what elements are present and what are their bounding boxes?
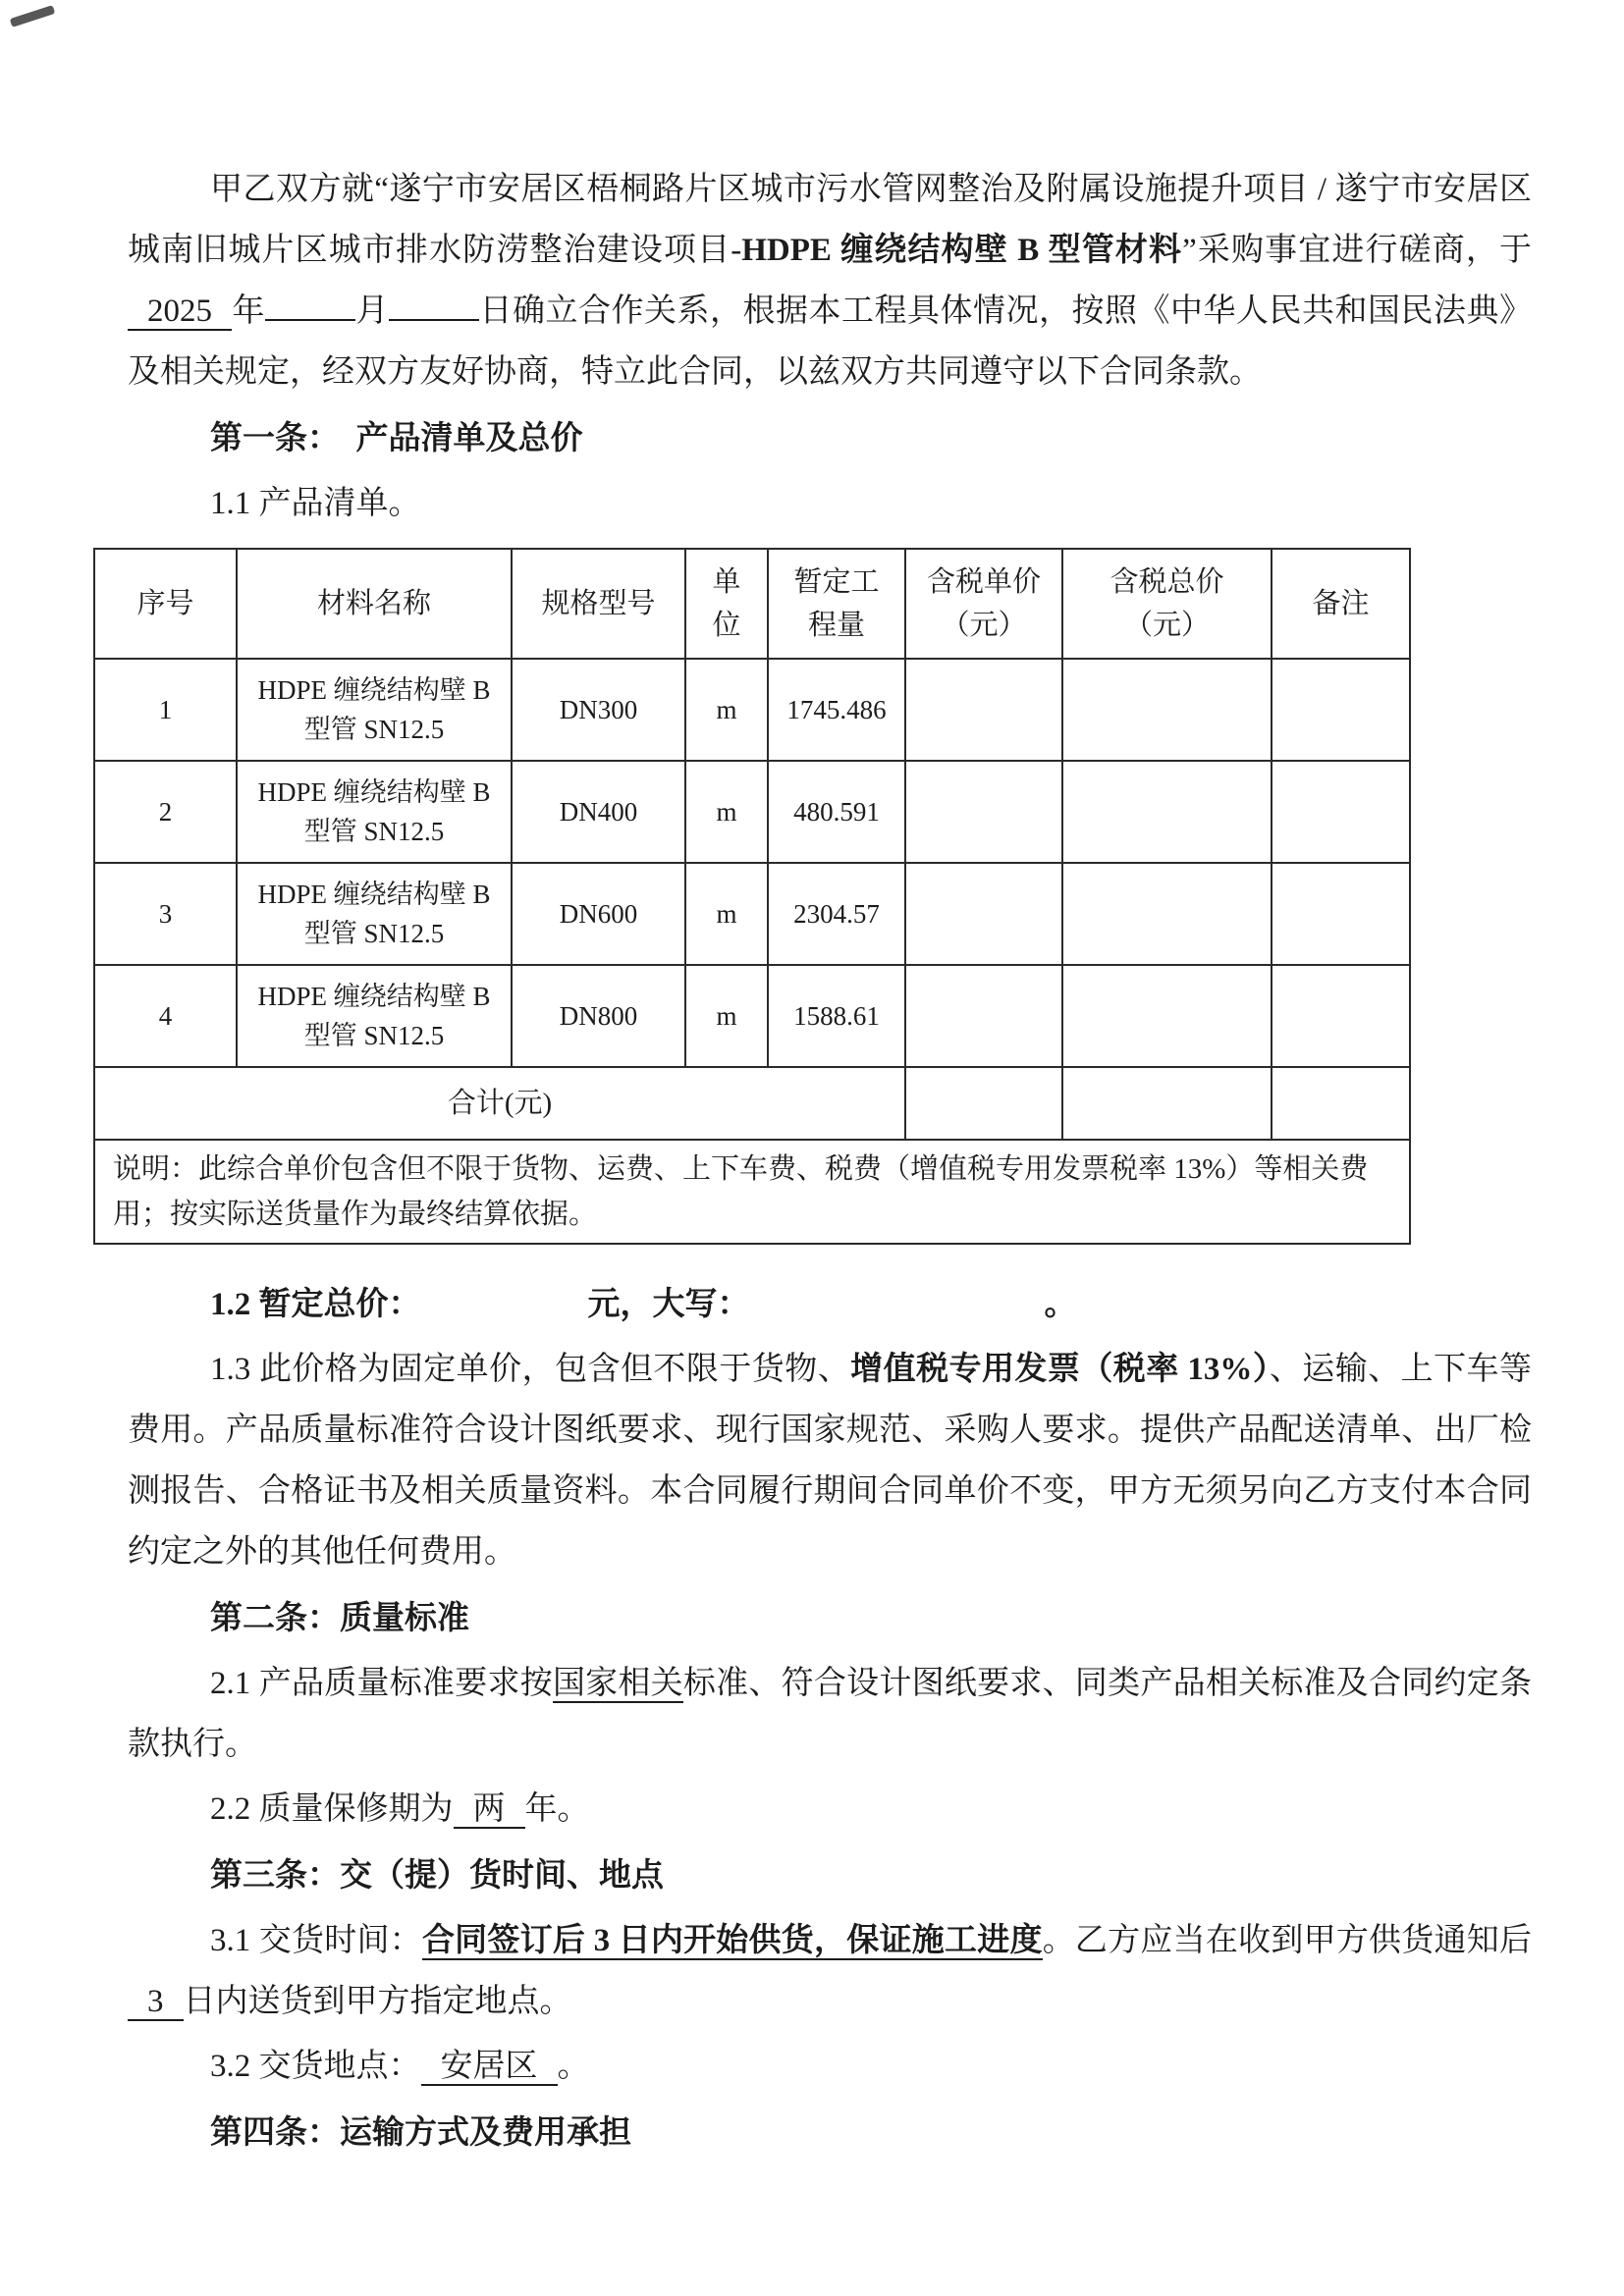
delivery-days-underline: 3 xyxy=(128,1984,184,2021)
header-cell-spec: 规格型号 xyxy=(512,549,685,659)
item-1-2-label: 1.2 暂定总价： xyxy=(210,1287,421,1322)
cell-material-name: HDPE 缠绕结构壁 B 型管 SN12.5 xyxy=(237,863,512,965)
item-3-1 xyxy=(128,1910,1532,2032)
table-row xyxy=(94,761,1410,863)
header-cell-no: 序号 xyxy=(94,549,237,659)
cell-spec: DN600 xyxy=(512,863,685,965)
item-1-3 xyxy=(128,1339,1532,1582)
header-cell-total: 含税总价（元） xyxy=(1062,549,1272,659)
item-3-2-text-2: 。 xyxy=(557,2049,590,2084)
total-total-price-cell xyxy=(1062,1067,1272,1140)
cell-unit-price xyxy=(905,965,1062,1067)
header-cell-name: 材料名称 xyxy=(237,549,512,659)
item-2-2-text-2: 年。 xyxy=(524,1791,590,1827)
cell-unit: m xyxy=(685,659,768,761)
total-price-blank xyxy=(421,1305,588,1314)
cell-no: 2 xyxy=(94,761,237,863)
item-1-3-text-2: 、运输、上下车等费用。产品质量标准符合设计图纸要求、现行国家规范、采购人要求。提供产品配送清单、出厂检测报告、合格证书及相关质量资料。本合同履行期间合同单价不变，甲方无须另向乙方支付本合同约定之外的其他任何费用。 xyxy=(128,1352,1533,1570)
cell-material-name: HDPE 缠绕结构壁 B 型管 SN12.5 xyxy=(237,659,512,761)
cell-unit-price xyxy=(905,761,1062,863)
header-cell-remark: 备注 xyxy=(1272,549,1410,659)
item-2-1 xyxy=(128,1653,1532,1775)
intro-text-1: 甲乙双方就“遂宁市安居区梧桐路片区城市污水管网整治及附属设施提升项目 / 遂宁市安居区城南旧城片区城市排水防涝整治建设项目- xyxy=(128,172,1532,268)
item-1-2-yuan: 元，大写： xyxy=(587,1287,750,1322)
total-remark-cell xyxy=(1272,1067,1410,1140)
note-cell: 说明：此综合单价包含但不限于货物、运费、上下车费、税费（增值税专用发票税率 13%）等相关费用；按实际送货量作为最终结算依据。 xyxy=(94,1140,1410,1244)
section3-heading: 第三条：交（提）货时间、地点 xyxy=(210,1858,664,1894)
cell-qty: 1588.61 xyxy=(768,965,905,1067)
cell-unit: m xyxy=(685,863,768,965)
warranty-years-underline: 两 xyxy=(454,1791,525,1829)
item-1-2 xyxy=(128,1274,1532,1335)
item-3-2-text-1: 3.2 交货地点： xyxy=(210,2049,421,2084)
cell-material-name: HDPE 缠绕结构壁 B 型管 SN12.5 xyxy=(237,965,512,1067)
intro-text-3: 年 xyxy=(232,294,265,329)
product-list-table xyxy=(93,548,1411,1245)
contract-day-blank xyxy=(389,286,479,321)
section1-heading: 第一条： 产品清单及总价 xyxy=(210,421,583,456)
cell-unit-price xyxy=(905,659,1062,761)
table-row xyxy=(94,863,1410,965)
total-unit-price-cell xyxy=(905,1067,1062,1140)
item-2-2 xyxy=(128,1779,1532,1840)
cell-remark xyxy=(1272,761,1410,863)
cell-total-price xyxy=(1062,659,1272,761)
item-1-3-text-1: 1.3 此价格为固定单价，包含但不限于货物、 xyxy=(210,1352,851,1387)
cell-qty: 480.591 xyxy=(768,761,905,863)
header-cell-qty: 暂定工程量 xyxy=(768,549,905,659)
item-1-2-period: 。 xyxy=(1044,1287,1077,1322)
intro-paragraph xyxy=(128,159,1532,402)
cell-total-price xyxy=(1062,965,1272,1067)
item-3-1-text-2: 。乙方应当在收到甲方供货通知后 xyxy=(1042,1923,1533,1958)
cell-total-price xyxy=(1062,761,1272,863)
total-price-words-blank xyxy=(750,1305,1045,1314)
header-cell-price: 含税单价（元） xyxy=(905,549,1062,659)
contract-year-value: 2025 xyxy=(128,294,232,331)
national-standard-underline: 国家相关 xyxy=(552,1666,683,1701)
table-row xyxy=(94,965,1410,1067)
contract-month-blank xyxy=(265,286,355,321)
cell-unit: m xyxy=(685,965,768,1067)
delivery-time-underline: 合同签订后 3 日内开始供货，保证施工进度 xyxy=(421,1923,1043,1958)
item-2-1-text-1: 2.1 产品质量标准要求按 xyxy=(210,1666,553,1701)
scan-artifact xyxy=(10,5,56,27)
delivery-place-underline: 安居区 xyxy=(421,2049,558,2086)
cell-no: 4 xyxy=(94,965,237,1067)
cell-spec: DN300 xyxy=(512,659,685,761)
cell-remark xyxy=(1272,659,1410,761)
item-2-2-text-1: 2.2 质量保修期为 xyxy=(210,1791,454,1827)
vat-invoice-bold: 增值税专用发票（税率 13%） xyxy=(850,1352,1270,1387)
section4-heading: 第四条：运输方式及费用承担 xyxy=(210,2115,631,2151)
item-3-1-text-3: 日内送货到甲方指定地点。 xyxy=(183,1984,572,2019)
intro-text-2: ”采购事宜进行磋商，于 xyxy=(1182,233,1532,268)
project-name-bold: HDPE 缠绕结构壁 B 型管材料 xyxy=(741,233,1183,268)
table-total-row xyxy=(94,1067,1410,1140)
item-2-1-text-2: 标准、符合设计图纸要求、同类产品相关标准及合同约定条款执行。 xyxy=(128,1666,1533,1762)
cell-no: 3 xyxy=(94,863,237,965)
item-3-2 xyxy=(128,2036,1532,2097)
cell-no: 1 xyxy=(94,659,237,761)
section2-heading: 第二条：质量标准 xyxy=(210,1601,469,1636)
table-header-row xyxy=(94,549,1410,659)
item-1-1: 1.1 产品清单。 xyxy=(210,486,421,521)
total-label-cell: 合计(元) xyxy=(94,1067,905,1140)
header-cell-unit: 单位 xyxy=(685,549,768,659)
cell-spec: DN400 xyxy=(512,761,685,863)
cell-material-name: HDPE 缠绕结构壁 B 型管 SN12.5 xyxy=(237,761,512,863)
cell-remark xyxy=(1272,965,1410,1067)
intro-text-4: 月 xyxy=(355,294,389,329)
cell-total-price xyxy=(1062,863,1272,965)
table-note-row xyxy=(94,1140,1410,1244)
cell-remark xyxy=(1272,863,1410,965)
cell-unit: m xyxy=(685,761,768,863)
item-3-1-text-1: 3.1 交货时间： xyxy=(210,1923,422,1958)
cell-unit-price xyxy=(905,863,1062,965)
intro-text-5: 日确立合作关系，根据本工程具体情况，按照《中华人民共和国民法典》及相关规定，经双方友好协商，特立此合同，以兹双方共同遵守以下合同条款。 xyxy=(128,294,1532,390)
cell-qty: 1745.486 xyxy=(768,659,905,761)
cell-qty: 2304.57 xyxy=(768,863,905,965)
table-row xyxy=(94,659,1410,761)
cell-spec: DN800 xyxy=(512,965,685,1067)
